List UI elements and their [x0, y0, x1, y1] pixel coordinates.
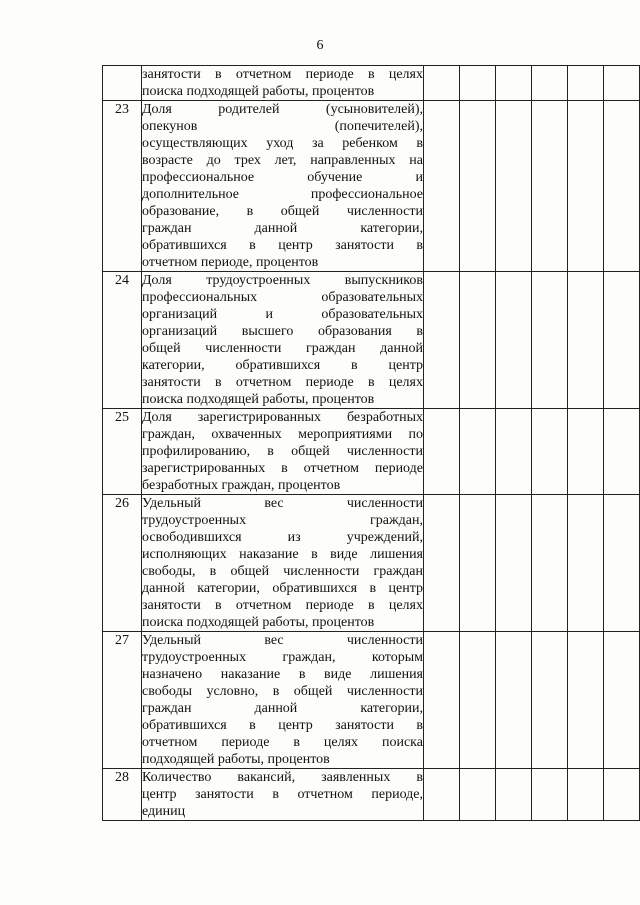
indicator-text-line: трудоустроенных граждан, которым: [142, 650, 423, 665]
value-cell: [460, 272, 496, 409]
value-cell: [424, 66, 460, 101]
value-cell: [604, 769, 640, 821]
indicator-text-line: возрасте до трех лет, направленных на: [142, 153, 423, 168]
indicator-name-cell: [142, 272, 424, 409]
indicator-text-line: безработных граждан, процентов: [142, 478, 341, 493]
indicator-text-line: трудоустроенных граждан,: [142, 513, 423, 528]
value-cell: [424, 769, 460, 821]
value-cell: [496, 409, 532, 495]
value-cell: [496, 66, 532, 101]
indicator-text-line: центр занятости в отчетном периоде,: [142, 787, 423, 802]
value-cell: [604, 272, 640, 409]
row-number: [103, 66, 142, 101]
indicators-table: [102, 65, 640, 821]
indicator-text-line: Количество вакансий, заявленных в: [142, 770, 423, 785]
indicator-name-cell: [142, 632, 424, 769]
page-number: 6: [316, 38, 324, 53]
value-cell: [568, 769, 604, 821]
indicator-text-line: обратившихся в центр занятости в: [142, 718, 423, 733]
table-row: [103, 495, 640, 632]
indicator-text-line: свободы, в общей численности граждан: [142, 564, 423, 579]
value-cell: [496, 101, 532, 272]
indicator-text-line: поиска подходящей работы, процентов: [142, 84, 375, 99]
indicator-text-line: свободы условно, в общей численности: [142, 684, 423, 699]
indicator-text-line: занятости в отчетном периоде в целях: [142, 598, 423, 613]
indicator-name-cell: [142, 495, 424, 632]
value-cell: [532, 409, 568, 495]
value-cell: [604, 409, 640, 495]
indicator-text-line: занятости в отчетном периоде в целях: [142, 67, 423, 82]
indicator-text-line: опекунов (попечителей),: [142, 119, 423, 134]
value-cell: [424, 101, 460, 272]
table-row: [103, 66, 640, 101]
value-cell: [424, 409, 460, 495]
indicator-text-line: подходящей работы, процентов: [142, 752, 330, 767]
indicator-text-line: зарегистрированных в отчетном периоде: [142, 461, 423, 476]
row-number: 27: [103, 632, 142, 769]
indicator-text-line: граждан данной категории,: [142, 221, 423, 236]
indicator-text-line: дополнительное профессиональное: [142, 187, 423, 202]
indicator-text-line: организаций высшего образования в: [142, 324, 423, 339]
indicator-name-cell: [142, 769, 424, 821]
indicator-text-line: данной категории, обратившихся в центр: [142, 581, 423, 596]
value-cell: [496, 769, 532, 821]
indicator-text-line: Доля трудоустроенных выпускников: [142, 273, 423, 288]
value-cell: [604, 101, 640, 272]
indicator-text-line: отчетном периоде в целях поиска: [142, 735, 423, 750]
indicator-text-line: профессиональных образовательных: [142, 290, 423, 305]
indicator-text-line: занятости в отчетном периоде в целях: [142, 375, 423, 390]
indicator-text-line: осуществляющих уход за ребенком в: [142, 136, 423, 151]
table-row: [103, 769, 640, 821]
value-cell: [532, 272, 568, 409]
indicator-text-line: Удельный вес численности: [142, 496, 423, 511]
indicator-text-line: Удельный вес численности: [142, 633, 423, 648]
table-row: [103, 409, 640, 495]
indicator-name-cell: [142, 409, 424, 495]
value-cell: [424, 632, 460, 769]
indicator-text-line: единиц: [142, 804, 186, 819]
table-row: [103, 632, 640, 769]
value-cell: [532, 769, 568, 821]
value-cell: [460, 495, 496, 632]
value-cell: [568, 66, 604, 101]
value-cell: [604, 495, 640, 632]
value-cell: [424, 495, 460, 632]
value-cell: [424, 272, 460, 409]
value-cell: [568, 409, 604, 495]
indicator-text-line: профессиональное обучение и: [142, 170, 423, 185]
value-cell: [460, 769, 496, 821]
value-cell: [496, 495, 532, 632]
indicator-text-line: обратившихся в центр занятости в: [142, 238, 423, 253]
value-cell: [532, 66, 568, 101]
value-cell: [568, 632, 604, 769]
row-number: 25: [103, 409, 142, 495]
row-number: 26: [103, 495, 142, 632]
value-cell: [532, 495, 568, 632]
row-number: 23: [103, 101, 142, 272]
value-cell: [568, 272, 604, 409]
indicator-text-line: граждан, охваченных мероприятиями по: [142, 427, 423, 442]
value-cell: [460, 632, 496, 769]
indicator-text-line: профилированию, в общей численности: [142, 444, 423, 459]
row-number: 24: [103, 272, 142, 409]
indicator-text-line: отчетном периоде, процентов: [142, 255, 319, 270]
indicator-text-line: категории, обратившихся в центр: [142, 358, 423, 373]
value-cell: [460, 409, 496, 495]
value-cell: [604, 632, 640, 769]
indicator-text-line: общей численности граждан данной: [142, 341, 423, 356]
indicator-text-line: поиска подходящей работы, процентов: [142, 615, 375, 630]
table-row: [103, 272, 640, 409]
table-row: [103, 101, 640, 272]
value-cell: [532, 632, 568, 769]
indicator-name-cell: [142, 66, 424, 101]
indicator-text-line: граждан данной категории,: [142, 701, 423, 716]
value-cell: [568, 101, 604, 272]
value-cell: [496, 632, 532, 769]
indicator-text-line: образование, в общей численности: [142, 204, 423, 219]
indicator-text-line: Доля зарегистрированных безработных: [142, 410, 423, 425]
indicator-text-line: назначено наказание в виде лишения: [142, 667, 423, 682]
value-cell: [568, 495, 604, 632]
value-cell: [496, 272, 532, 409]
row-number: 28: [103, 769, 142, 821]
indicator-text-line: поиска подходящей работы, процентов: [142, 392, 375, 407]
indicator-text-line: Доля родителей (усыновителей),: [142, 102, 423, 117]
indicator-name-cell: [142, 101, 424, 272]
value-cell: [460, 101, 496, 272]
value-cell: [604, 66, 640, 101]
indicator-text-line: освободившихся из учреждений,: [142, 530, 423, 545]
value-cell: [460, 66, 496, 101]
indicators-table-body: [103, 66, 640, 821]
indicator-text-line: исполняющих наказание в виде лишения: [142, 547, 423, 562]
value-cell: [532, 101, 568, 272]
indicator-text-line: организаций и образовательных: [142, 307, 423, 322]
